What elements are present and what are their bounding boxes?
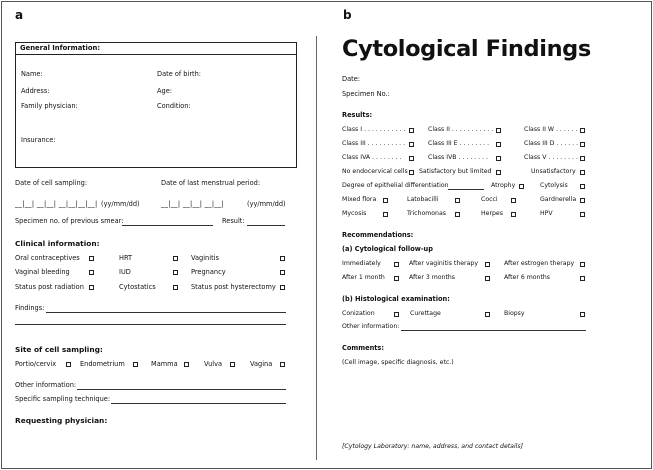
vaginitis-checkbox[interactable] bbox=[280, 256, 285, 261]
cytostatics-label: Cytostatics bbox=[119, 283, 156, 291]
vulva-label: Vulva bbox=[204, 360, 223, 368]
dob-label: Date of birth: bbox=[157, 70, 202, 78]
name-label: Name: bbox=[21, 70, 43, 78]
conization-checkbox[interactable] bbox=[394, 312, 399, 317]
class-ivb-label: Class IVB . . . . . . . . bbox=[428, 154, 489, 161]
general-information-header: General Information: bbox=[16, 43, 296, 55]
condition-label: Condition: bbox=[157, 102, 191, 110]
mixed-flora-checkbox[interactable] bbox=[383, 198, 388, 203]
mycosis-checkbox[interactable] bbox=[383, 212, 388, 217]
oral-contraceptives-label: Oral contraceptives bbox=[15, 254, 80, 262]
result-label: Result: bbox=[222, 217, 245, 225]
comments-heading: Comments: bbox=[342, 344, 384, 352]
vaginal-bleeding-checkbox[interactable] bbox=[89, 270, 94, 275]
date-format-1: (yy/mm/dd) bbox=[101, 200, 140, 208]
status-post-hysterectomy-checkbox[interactable] bbox=[280, 285, 285, 290]
status-post-radiation-checkbox[interactable] bbox=[89, 285, 94, 290]
class-i-checkbox[interactable] bbox=[409, 128, 414, 133]
specimen-prev-line[interactable] bbox=[122, 225, 213, 226]
after-3-months-checkbox[interactable] bbox=[485, 276, 490, 281]
after-6-months-label: After 6 months bbox=[504, 274, 551, 281]
no-endocervical-checkbox[interactable] bbox=[409, 170, 414, 175]
date-last-menstrual-field[interactable]: __|__| __|__| __|__| bbox=[161, 200, 225, 208]
herpes-label: Herpes bbox=[481, 210, 503, 217]
cocci-label: Cocci bbox=[481, 196, 498, 203]
class-v-checkbox[interactable] bbox=[580, 156, 585, 161]
class-iva-label: Class IVA . . . . . . . . bbox=[342, 154, 402, 161]
mixed-flora-label: Mixed flora bbox=[342, 196, 377, 203]
panel-divider bbox=[316, 36, 317, 460]
gardnerella-label: Gardnerella bbox=[540, 196, 577, 203]
pregnancy-label: Pregnancy bbox=[191, 268, 226, 276]
after-6-months-checkbox[interactable] bbox=[580, 276, 585, 281]
cytolysis-checkbox[interactable] bbox=[580, 184, 585, 189]
after-estrogen-checkbox[interactable] bbox=[580, 262, 585, 267]
findings-line-1[interactable] bbox=[46, 312, 286, 313]
result-line[interactable] bbox=[247, 225, 285, 226]
cyto-followup-heading: (a) Cytological follow-up bbox=[342, 245, 433, 253]
cocci-checkbox[interactable] bbox=[511, 198, 516, 203]
findings-line-2[interactable] bbox=[15, 324, 286, 325]
vaginitis-label: Vaginitis bbox=[191, 254, 219, 262]
other-info-line[interactable] bbox=[77, 389, 286, 390]
age-label: Age: bbox=[157, 87, 172, 95]
after-vaginitis-label: After vaginitis therapy bbox=[409, 260, 478, 267]
status-post-hysterectomy-label: Status post hysterectomy bbox=[191, 283, 276, 291]
iud-label: IUD bbox=[119, 268, 131, 276]
hrt-checkbox[interactable] bbox=[173, 256, 178, 261]
immediately-checkbox[interactable] bbox=[394, 262, 399, 267]
satisfactory-limited-label: Satisfactory but limited bbox=[419, 168, 492, 175]
clinical-info-heading: Clinical information: bbox=[15, 239, 100, 248]
family-physician-label: Family physician: bbox=[21, 102, 78, 110]
after-1-month-checkbox[interactable] bbox=[394, 276, 399, 281]
oral-contraceptives-checkbox[interactable] bbox=[89, 256, 94, 261]
recommendations-heading: Recommendations: bbox=[342, 231, 414, 239]
vulva-checkbox[interactable] bbox=[230, 362, 235, 367]
other-info-label: Other information: bbox=[15, 381, 77, 389]
after-3-months-label: After 3 months bbox=[409, 274, 456, 281]
cytolysis-label: Cytolysis bbox=[540, 182, 568, 189]
specific-technique-line[interactable] bbox=[111, 403, 286, 404]
class-iiie-label: Class III E . . . . . . . . bbox=[428, 140, 490, 147]
curettage-label: Curettage bbox=[410, 310, 441, 317]
latobacilli-label: Latobacilli bbox=[407, 196, 439, 203]
curettage-checkbox[interactable] bbox=[485, 312, 490, 317]
vagina-checkbox[interactable] bbox=[280, 362, 285, 367]
specimen-no-label: Specimen No.: bbox=[342, 90, 390, 98]
hpv-checkbox[interactable] bbox=[580, 212, 585, 217]
atrophy-checkbox[interactable] bbox=[519, 184, 524, 189]
trichomonas-label: Trichomonas bbox=[407, 210, 446, 217]
date-cell-sampling-field[interactable]: __|__| __|__| __|__|__|__| bbox=[15, 200, 98, 208]
class-ii-checkbox[interactable] bbox=[496, 128, 501, 133]
hpv-label: HPV bbox=[540, 210, 553, 217]
specimen-prev-label: Specimen no. of previous smear: bbox=[15, 217, 124, 225]
results-heading: Results: bbox=[342, 111, 373, 119]
class-iiid-checkbox[interactable] bbox=[580, 142, 585, 147]
unsatisfactory-checkbox[interactable] bbox=[580, 170, 585, 175]
vagina-label: Vagina bbox=[250, 360, 273, 368]
class-iii-label: Class III . . . . . . . . . . bbox=[342, 140, 406, 147]
date-label: Date: bbox=[342, 75, 360, 83]
histo-exam-heading: (b) Histological examination: bbox=[342, 295, 450, 303]
class-iiie-checkbox[interactable] bbox=[496, 142, 501, 147]
mamma-checkbox[interactable] bbox=[184, 362, 189, 367]
iud-checkbox[interactable] bbox=[173, 270, 178, 275]
panel-b-letter: b bbox=[343, 8, 352, 22]
class-iiw-label: Class II W . . . . . . bbox=[524, 126, 578, 133]
comments-hint: (Cell image, specific diagnosis, etc.) bbox=[342, 359, 454, 366]
mamma-label: Mamma bbox=[151, 360, 178, 368]
portio-cervix-checkbox[interactable] bbox=[66, 362, 71, 367]
site-sampling-heading: Site of cell sampling: bbox=[15, 345, 103, 354]
pregnancy-checkbox[interactable] bbox=[280, 270, 285, 275]
conization-label: Conization bbox=[342, 310, 375, 317]
unsatisfactory-label: Unsatisfactory bbox=[531, 168, 576, 175]
address-label: Address: bbox=[21, 87, 50, 95]
latobacilli-checkbox[interactable] bbox=[455, 198, 460, 203]
date-last-menstrual-label: Date of last menstrual period: bbox=[161, 179, 261, 187]
portio-cervix-label: Portio/cervix bbox=[15, 360, 57, 368]
satisfactory-limited-checkbox[interactable] bbox=[496, 170, 501, 175]
trichomonas-checkbox[interactable] bbox=[455, 212, 460, 217]
degree-epithelial-label: Degree of epithelial differentiation bbox=[342, 182, 449, 189]
gardnerella-checkbox[interactable] bbox=[580, 198, 585, 203]
atrophy-label: Atrophy bbox=[491, 182, 516, 189]
after-estrogen-label: After estrogen therapy bbox=[504, 260, 575, 267]
date-format-2: (yy/mm/dd) bbox=[247, 200, 286, 208]
endometrium-label: Endometrium bbox=[80, 360, 125, 368]
class-iiw-checkbox[interactable] bbox=[580, 128, 585, 133]
other-information-line[interactable] bbox=[401, 330, 586, 331]
footer-lab-info: [Cytology Laboratory: name, address, and contact details] bbox=[342, 443, 524, 450]
cytostatics-checkbox[interactable] bbox=[173, 285, 178, 290]
degree-epithelial-line[interactable] bbox=[448, 189, 484, 190]
class-iiid-label: Class III D . . . . . . bbox=[524, 140, 579, 147]
class-iii-checkbox[interactable] bbox=[409, 142, 414, 147]
specific-technique-label: Specific sampling technique: bbox=[15, 395, 111, 403]
status-post-radiation-label: Status post radiation bbox=[15, 283, 84, 291]
immediately-label: Immediately bbox=[342, 260, 381, 267]
class-ivb-checkbox[interactable] bbox=[496, 156, 501, 161]
herpes-checkbox[interactable] bbox=[511, 212, 516, 217]
requesting-physician-label: Requesting physician: bbox=[15, 416, 108, 425]
class-iva-checkbox[interactable] bbox=[409, 156, 414, 161]
other-information-label: Other information: bbox=[342, 323, 400, 330]
no-endocervical-label: No endocervical cells bbox=[342, 168, 408, 175]
biopsy-checkbox[interactable] bbox=[580, 312, 585, 317]
endometrium-checkbox[interactable] bbox=[133, 362, 138, 367]
class-v-label: Class V . . . . . . . . . bbox=[524, 154, 582, 161]
after-1-month-label: After 1 month bbox=[342, 274, 385, 281]
date-cell-sampling-label: Date of cell sampling: bbox=[15, 179, 88, 187]
vaginal-bleeding-label: Vaginal bleeding bbox=[15, 268, 70, 276]
class-i-label: Class I . . . . . . . . . . . bbox=[342, 126, 406, 133]
hrt-label: HRT bbox=[119, 254, 133, 262]
after-vaginitis-checkbox[interactable] bbox=[485, 262, 490, 267]
findings-label: Findings: bbox=[15, 304, 45, 312]
page-title: Cytological Findings bbox=[342, 36, 591, 62]
class-ii-label: Class II . . . . . . . . . . . bbox=[428, 126, 494, 133]
mycosis-label: Mycosis bbox=[342, 210, 367, 217]
panel-a-letter: a bbox=[15, 8, 24, 22]
insurance-label: Insurance: bbox=[21, 136, 56, 144]
biopsy-label: Biopsy bbox=[504, 310, 525, 317]
